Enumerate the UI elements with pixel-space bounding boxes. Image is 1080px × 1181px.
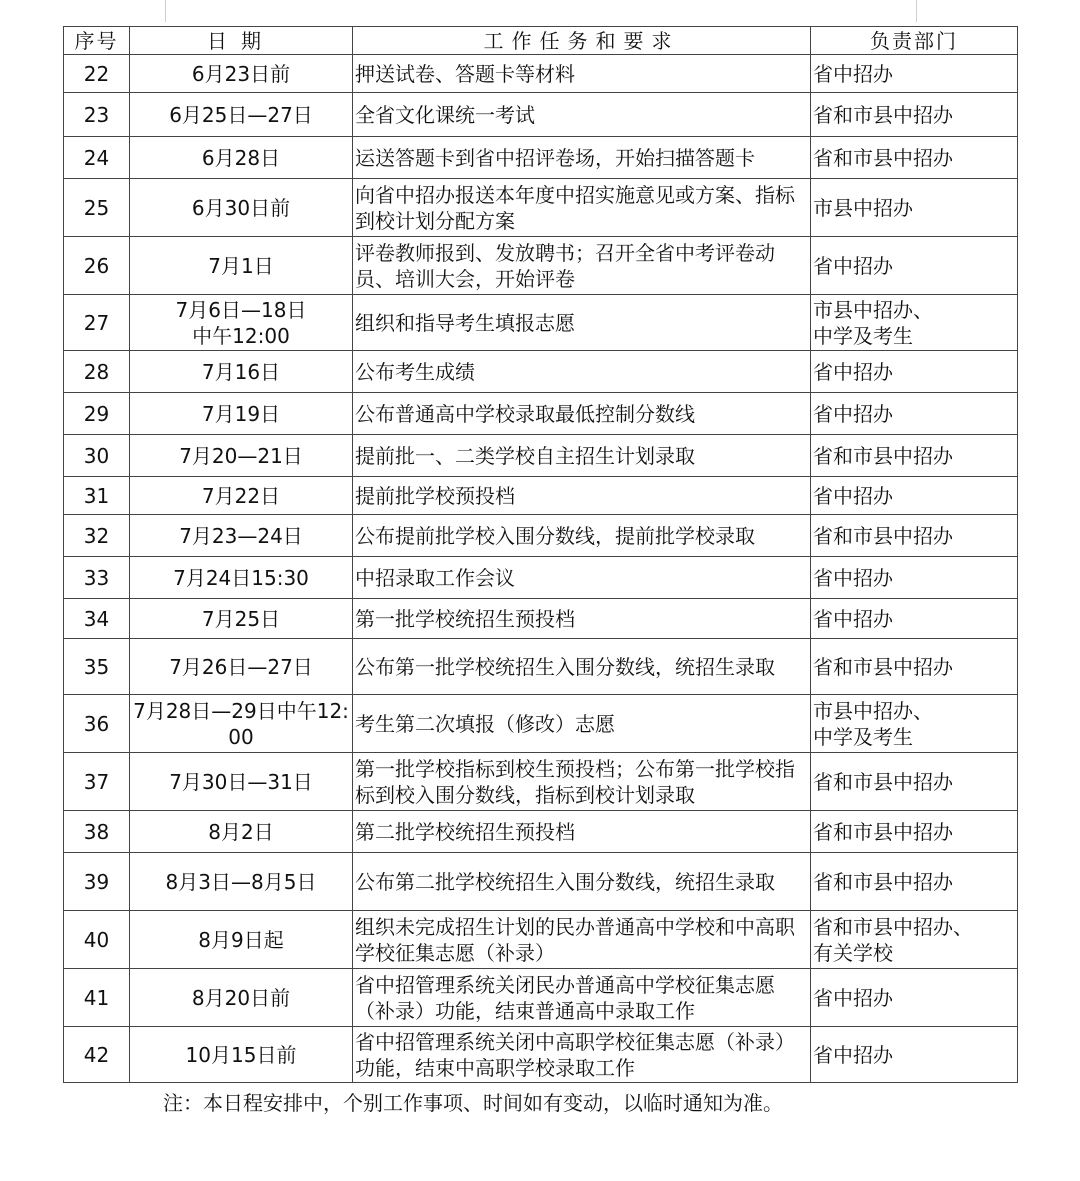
cell-num: 39 <box>64 853 130 911</box>
header-task: 工作任务和要求 <box>353 27 811 55</box>
cell-date: 7月24日15:30 <box>130 557 353 599</box>
table-row <box>64 853 1018 911</box>
cell-dept: 市县中招办、 中学及考生 <box>811 695 1018 753</box>
cell-num: 25 <box>64 179 130 237</box>
cell-task: 第一批学校指标到校生预投档；公布第一批学校指标到校入围分数线，指标到校计划录取 <box>353 753 811 811</box>
table-row <box>64 295 1018 351</box>
table-row <box>64 477 1018 515</box>
table-header-row <box>64 27 1018 55</box>
cell-num: 27 <box>64 295 130 351</box>
cell-num: 23 <box>64 93 130 137</box>
cell-dept: 省和市县中招办、 有关学校 <box>811 911 1018 969</box>
cell-dept: 省中招办 <box>811 557 1018 599</box>
table-body <box>64 55 1018 1083</box>
cell-num: 38 <box>64 811 130 853</box>
table-row <box>64 557 1018 599</box>
cell-num: 37 <box>64 753 130 811</box>
header-dept: 负责部门 <box>811 27 1018 55</box>
cell-dept: 省和市县中招办 <box>811 93 1018 137</box>
cell-task: 押送试卷、答题卡等材料 <box>353 55 811 93</box>
cell-task: 公布普通高中学校录取最低控制分数线 <box>353 393 811 435</box>
cell-num: 34 <box>64 599 130 639</box>
table-row <box>64 137 1018 179</box>
cell-date: 6月28日 <box>130 137 353 179</box>
cell-date: 6月23日前 <box>130 55 353 93</box>
cell-num: 41 <box>64 969 130 1027</box>
table-row <box>64 515 1018 557</box>
table-row <box>64 179 1018 237</box>
cell-num: 28 <box>64 351 130 393</box>
cell-date: 8月20日前 <box>130 969 353 1027</box>
page-guide-left <box>165 0 166 22</box>
cell-task: 省中招管理系统关闭民办普通高中学校征集志愿（补录）功能，结束普通高中录取工作 <box>353 969 811 1027</box>
cell-dept: 省中招办 <box>811 351 1018 393</box>
cell-num: 42 <box>64 1027 130 1083</box>
cell-dept: 省中招办 <box>811 237 1018 295</box>
cell-dept: 省中招办 <box>811 477 1018 515</box>
cell-dept: 省和市县中招办 <box>811 137 1018 179</box>
cell-task: 公布第一批学校统招生入围分数线，统招生录取 <box>353 639 811 695</box>
cell-task: 公布第二批学校统招生入围分数线，统招生录取 <box>353 853 811 911</box>
cell-task: 提前批一、二类学校自主招生计划录取 <box>353 435 811 477</box>
cell-num: 30 <box>64 435 130 477</box>
cell-date: 8月9日起 <box>130 911 353 969</box>
cell-task: 第二批学校统招生预投档 <box>353 811 811 853</box>
cell-task: 公布考生成绩 <box>353 351 811 393</box>
cell-task: 运送答题卡到省中招评卷场，开始扫描答题卡 <box>353 137 811 179</box>
cell-task: 公布提前批学校入围分数线，提前批学校录取 <box>353 515 811 557</box>
cell-task: 提前批学校预投档 <box>353 477 811 515</box>
cell-task: 评卷教师报到、发放聘书；召开全省中考评卷动员、培训大会，开始评卷 <box>353 237 811 295</box>
cell-task: 向省中招办报送本年度中招实施意见或方案、指标到校计划分配方案 <box>353 179 811 237</box>
cell-num: 24 <box>64 137 130 179</box>
cell-date: 7月23—24日 <box>130 515 353 557</box>
cell-task: 省中招管理系统关闭中高职学校征集志愿（补录）功能，结束中高职学校录取工作 <box>353 1027 811 1083</box>
table-row <box>64 695 1018 753</box>
cell-date: 7月26日—27日 <box>130 639 353 695</box>
cell-task: 组织未完成招生计划的民办普通高中学校和中高职学校征集志愿（补录） <box>353 911 811 969</box>
cell-date: 10月15日前 <box>130 1027 353 1083</box>
table-row <box>64 639 1018 695</box>
cell-dept: 省中招办 <box>811 1027 1018 1083</box>
cell-num: 31 <box>64 477 130 515</box>
table-row <box>64 393 1018 435</box>
cell-date: 6月30日前 <box>130 179 353 237</box>
cell-dept: 省中招办 <box>811 599 1018 639</box>
cell-date: 7月20—21日 <box>130 435 353 477</box>
cell-task: 第一批学校统招生预投档 <box>353 599 811 639</box>
cell-date: 7月28日—29日中午12:00 <box>130 695 353 753</box>
cell-dept: 省中招办 <box>811 55 1018 93</box>
header-num: 序号 <box>64 27 130 55</box>
cell-task: 考生第二次填报（修改）志愿 <box>353 695 811 753</box>
table-row <box>64 911 1018 969</box>
cell-dept: 省和市县中招办 <box>811 853 1018 911</box>
cell-num: 40 <box>64 911 130 969</box>
table-row <box>64 55 1018 93</box>
cell-num: 22 <box>64 55 130 93</box>
cell-dept: 市县中招办、 中学及考生 <box>811 295 1018 351</box>
cell-dept: 省和市县中招办 <box>811 515 1018 557</box>
cell-num: 36 <box>64 695 130 753</box>
table-row <box>64 237 1018 295</box>
cell-task: 中招录取工作会议 <box>353 557 811 599</box>
schedule-table <box>63 26 1018 1083</box>
cell-num: 26 <box>64 237 130 295</box>
cell-dept: 省中招办 <box>811 969 1018 1027</box>
table-row <box>64 351 1018 393</box>
cell-date: 7月16日 <box>130 351 353 393</box>
cell-date: 8月3日—8月5日 <box>130 853 353 911</box>
cell-date: 7月19日 <box>130 393 353 435</box>
cell-date: 7月30日—31日 <box>130 753 353 811</box>
cell-date: 7月1日 <box>130 237 353 295</box>
cell-num: 32 <box>64 515 130 557</box>
cell-dept: 市县中招办 <box>811 179 1018 237</box>
table-row <box>64 811 1018 853</box>
cell-date: 6月25日—27日 <box>130 93 353 137</box>
table-row <box>64 753 1018 811</box>
cell-num: 35 <box>64 639 130 695</box>
cell-date: 7月6日—18日 中午12:00 <box>130 295 353 351</box>
table-row <box>64 435 1018 477</box>
cell-task: 组织和指导考生填报志愿 <box>353 295 811 351</box>
footnote: 注：本日程安排中，个别工作事项、时间如有变动，以临时通知为准。 <box>163 1091 783 1115</box>
cell-num: 29 <box>64 393 130 435</box>
cell-dept: 省和市县中招办 <box>811 435 1018 477</box>
cell-date: 8月2日 <box>130 811 353 853</box>
cell-num: 33 <box>64 557 130 599</box>
cell-dept: 省和市县中招办 <box>811 753 1018 811</box>
cell-task: 全省文化课统一考试 <box>353 93 811 137</box>
table-row <box>64 969 1018 1027</box>
header-date: 日期 <box>130 27 353 55</box>
cell-date: 7月25日 <box>130 599 353 639</box>
cell-date: 7月22日 <box>130 477 353 515</box>
cell-dept: 省和市县中招办 <box>811 639 1018 695</box>
table-row <box>64 93 1018 137</box>
page-guide-right <box>916 0 917 22</box>
table-row <box>64 599 1018 639</box>
cell-dept: 省中招办 <box>811 393 1018 435</box>
table-row <box>64 1027 1018 1083</box>
cell-dept: 省和市县中招办 <box>811 811 1018 853</box>
